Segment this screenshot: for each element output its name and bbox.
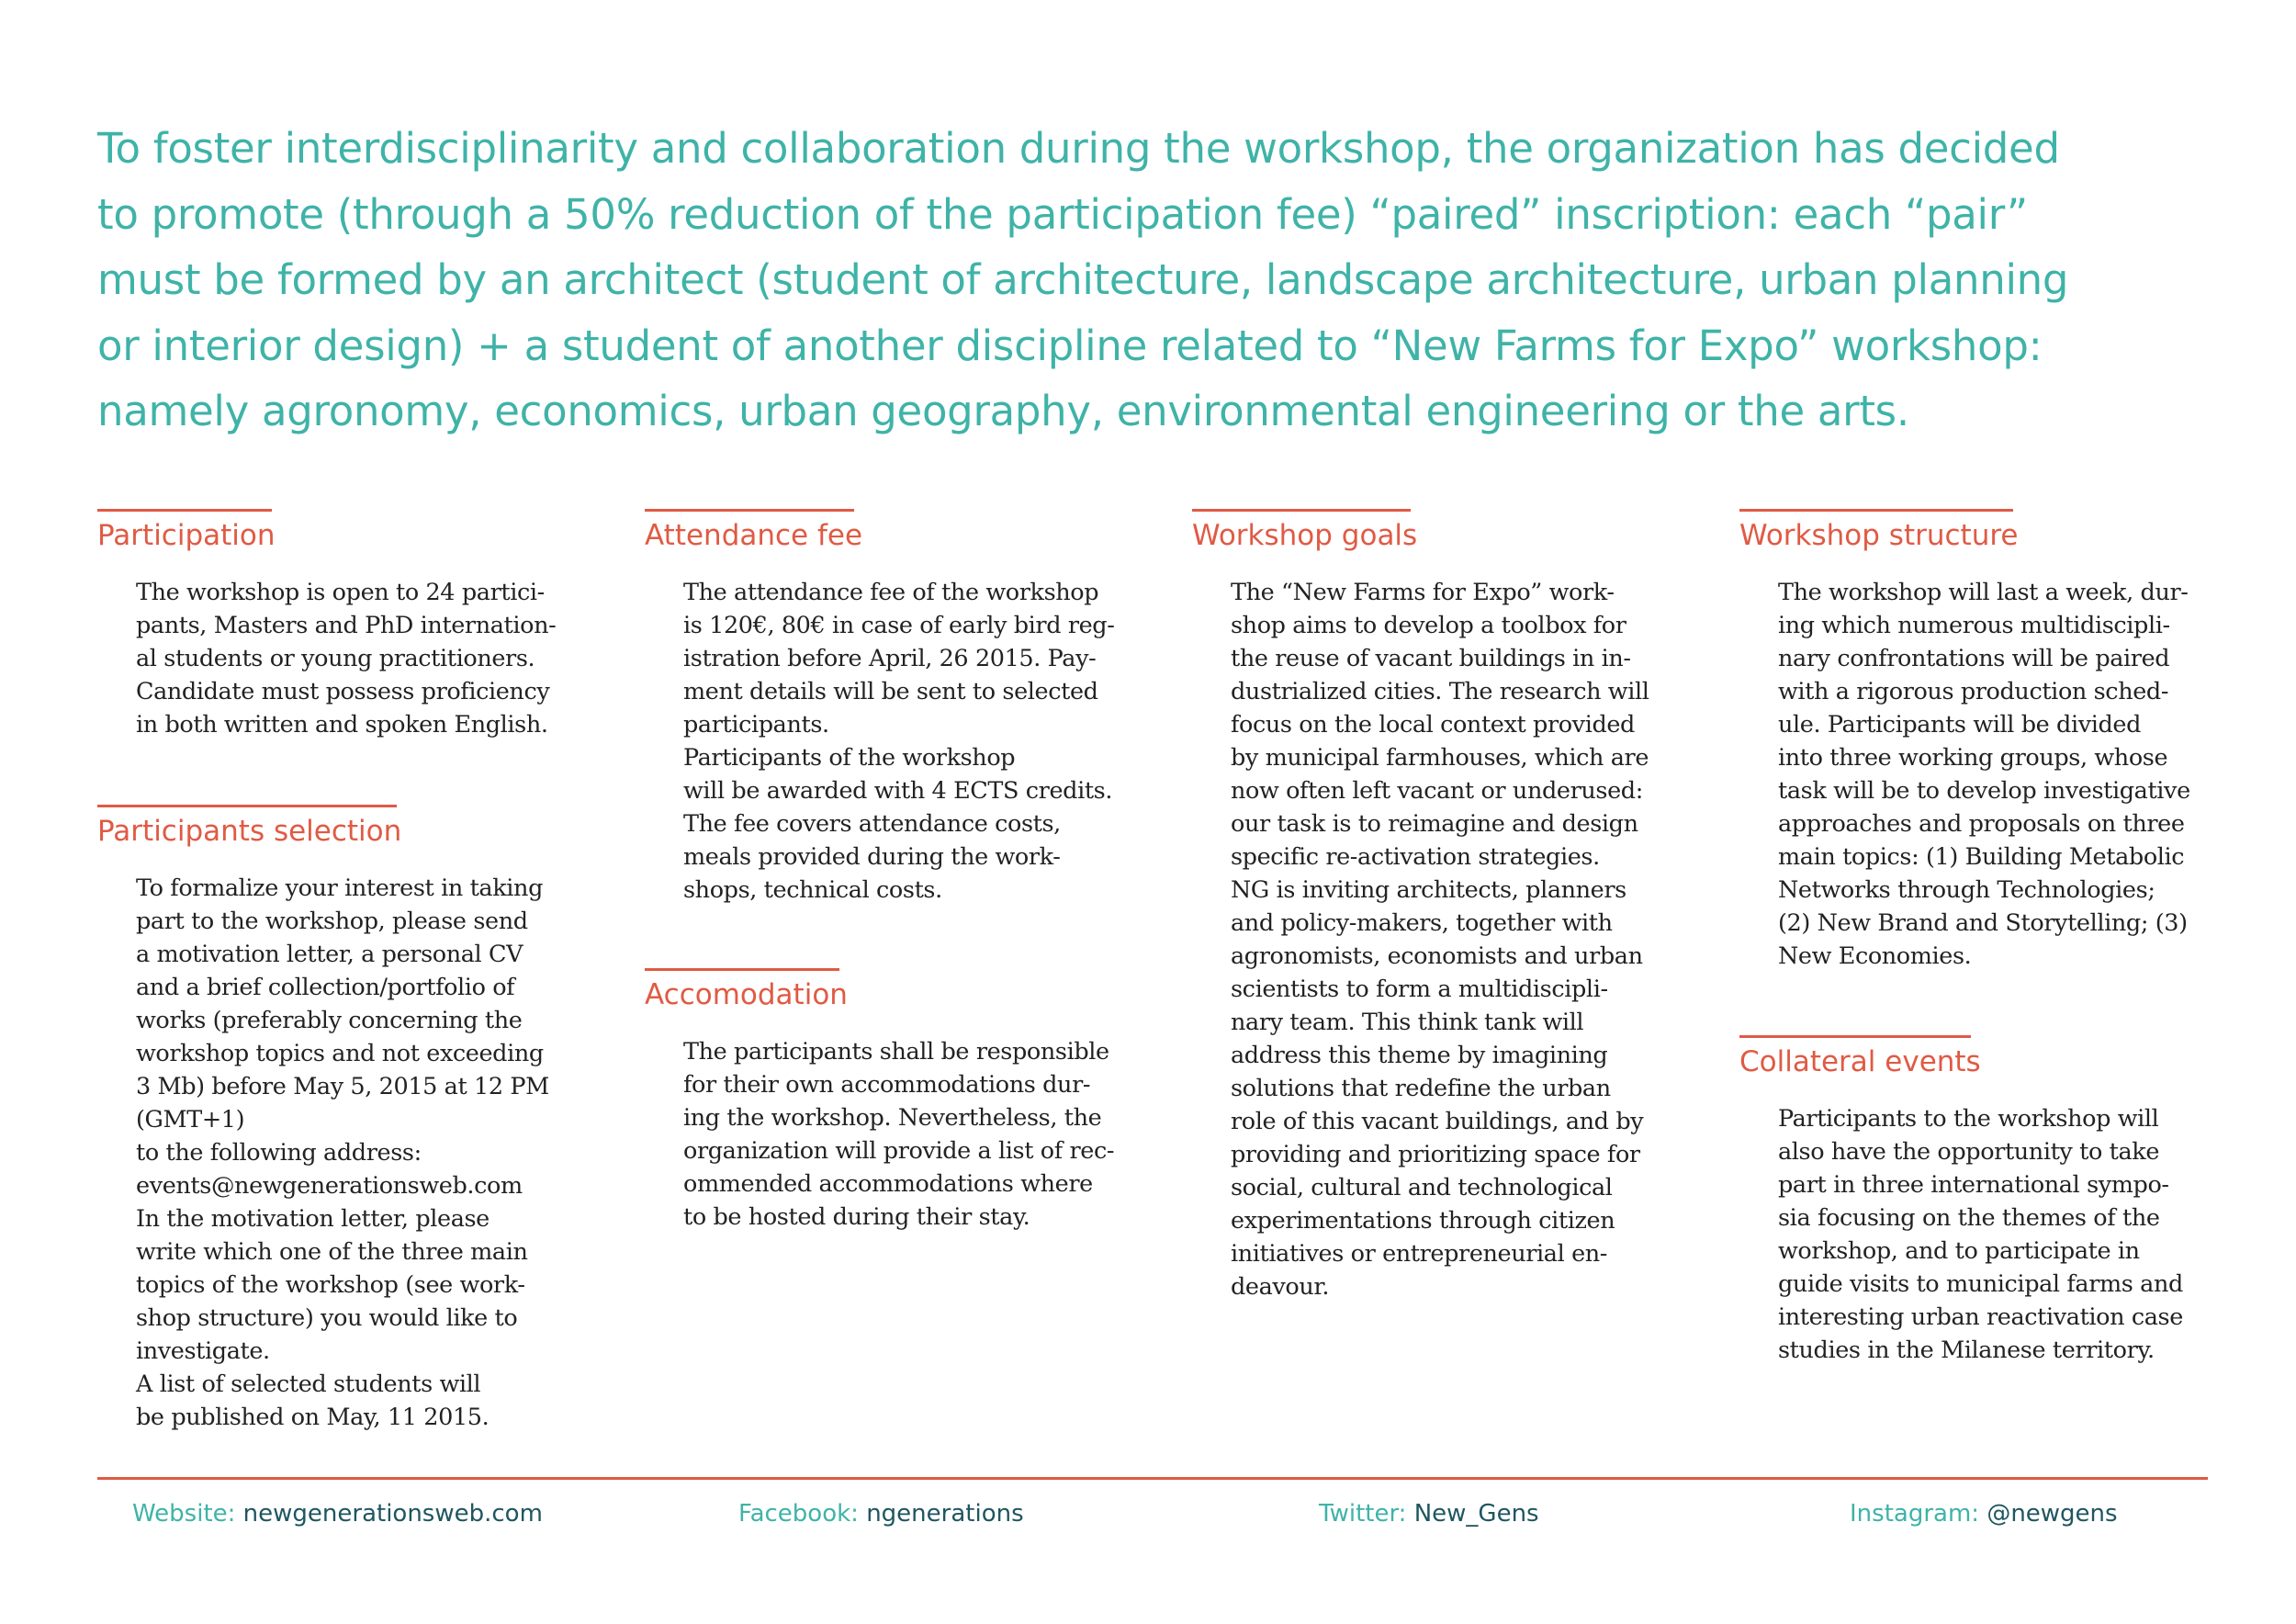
footer-twitter-link[interactable]: New_Gens — [1413, 1500, 1539, 1528]
section-title: Accomodation — [645, 978, 848, 1011]
section-title: Collateral events — [1739, 1045, 1981, 1078]
section-participation — [97, 509, 593, 741]
intro-line: to promote (through a 50% reduction of the participation fee) “paired” inscription: each “pair” — [97, 189, 2028, 239]
section-body: The attendance fee of the workshop is 120€, 80€ in case of early bird reg- istration before April, 26 2015. Pay- ment details will be sent to selected participants. Participants of the workshop will be awarded with 4 ECTS credits. The fee covers attendance costs, meals provided during the work- shops, technical costs. — [683, 579, 1115, 904]
section-body: The workshop will last a week, dur- ing which numerous multidiscipli- nary confrontations will be paired with a rigorous production sched- ule. Participants will be divided into three working groups, whose task will be to develop investigative approaches and proposals on three main topics: (1) Building Metabolic Networks through Technologies; (2) New Brand and Storytelling; (3) New Economies. — [1778, 579, 2190, 970]
section-body: Participants to the workshop will also have the opportunity to take part in three international sympo- sia focusing on the themes of the workshop, and to participate in guide visits to municipal farms and interesting urban reactivation case studies in the Milanese territory. — [1778, 1105, 2183, 1364]
footer-website — [132, 1497, 543, 1530]
footer-instagram — [1850, 1497, 2118, 1530]
section-body: The workshop is open to 24 partici- pants, Masters and PhD internation- al students or young practitioners. Candidate must possess proficiency in both written and spoken English. — [136, 579, 557, 739]
section-attendance-fee — [645, 509, 1141, 907]
section-rule — [645, 509, 854, 512]
footer-facebook-label: Facebook: — [738, 1500, 859, 1528]
footer-facebook — [738, 1497, 1024, 1530]
section-body: The “New Farms for Expo” work- shop aims to develop a toolbox for the reuse of vacant buildings in in- dustrialized cities. The research will focus on the local context provided by municipal farmhouses, which are now often left vacant or underused: our task is to reimagine and design specific re-activation strategies. NG is inviting architects, planners and policy-makers, together with agronomists, economists and urban scientists to form a multidiscipli- nary team. This think tank will address this theme by imagining solutions that redefine the urban role of this vacant buildings, and by providing and prioritizing space for social, cultural and technological experimentations through citizen initiatives or entrepreneurial en- deavour. — [1231, 579, 1649, 1301]
section-rule — [97, 509, 272, 512]
intro-line: To foster interdisciplinarity and collaboration during the workshop, the organization has decided — [97, 124, 2060, 173]
section-rule — [97, 805, 397, 807]
footer-instagram-label: Instagram: — [1850, 1500, 1980, 1528]
section-title: Workshop structure — [1739, 519, 2019, 552]
section-title: Workshop goals — [1192, 519, 1418, 552]
footer-website-link[interactable]: newgenerationsweb.com — [242, 1500, 543, 1528]
section-rule — [1192, 509, 1411, 512]
intro-paragraph — [97, 116, 2200, 445]
footer-instagram-link[interactable]: @newgens — [1986, 1500, 2118, 1528]
section-body: The participants shall be responsible for their own accommodations dur- ing the workshop. Nevertheless, the organization will provide a list of rec- ommended accommodations where to be hosted during their stay. — [683, 1038, 1115, 1231]
section-accomodation — [645, 968, 1141, 1234]
section-workshop-structure — [1739, 509, 2235, 973]
section-title: Attendance fee — [645, 519, 863, 552]
intro-line: namely agronomy, economics, urban geography, environmental engineering or the arts. — [97, 387, 1909, 435]
section-title: Participants selection — [97, 815, 402, 848]
intro-line: or interior design) + a student of another discipline related to “New Farms for Expo” workshop: — [97, 321, 2043, 370]
footer-facebook-link[interactable]: ngenerations — [866, 1500, 1024, 1528]
section-workshop-goals — [1192, 509, 1688, 1303]
section-participants-selection — [97, 805, 593, 1434]
section-title: Participation — [97, 519, 276, 552]
footer-website-label: Website: — [132, 1500, 236, 1528]
footer-divider — [97, 1477, 2208, 1480]
section-collateral-events — [1739, 1035, 2235, 1367]
footer-twitter-label: Twitter: — [1319, 1500, 1407, 1528]
section-rule — [1739, 1035, 1971, 1038]
section-rule — [645, 968, 839, 971]
section-body: To formalize your interest in taking part to the workshop, please send a motivation letter, a personal CV and a brief collection/portfolio of works (preferably concerning the workshop topics and not exceeding 3 Mb) before May 5, 2015 at 12 PM (GMT+1) to the following address: events@newgenerationsweb.com In the motivation letter, please write which one of the three main topics of the workshop (see work- shop structure) you would like to investigate. A list of selected students will be published on May, 11 2015. — [136, 874, 549, 1431]
footer-twitter — [1319, 1497, 1539, 1530]
section-rule — [1739, 509, 2013, 512]
intro-line: must be formed by an architect (student of architecture, landscape architecture, urban planning — [97, 255, 2069, 304]
